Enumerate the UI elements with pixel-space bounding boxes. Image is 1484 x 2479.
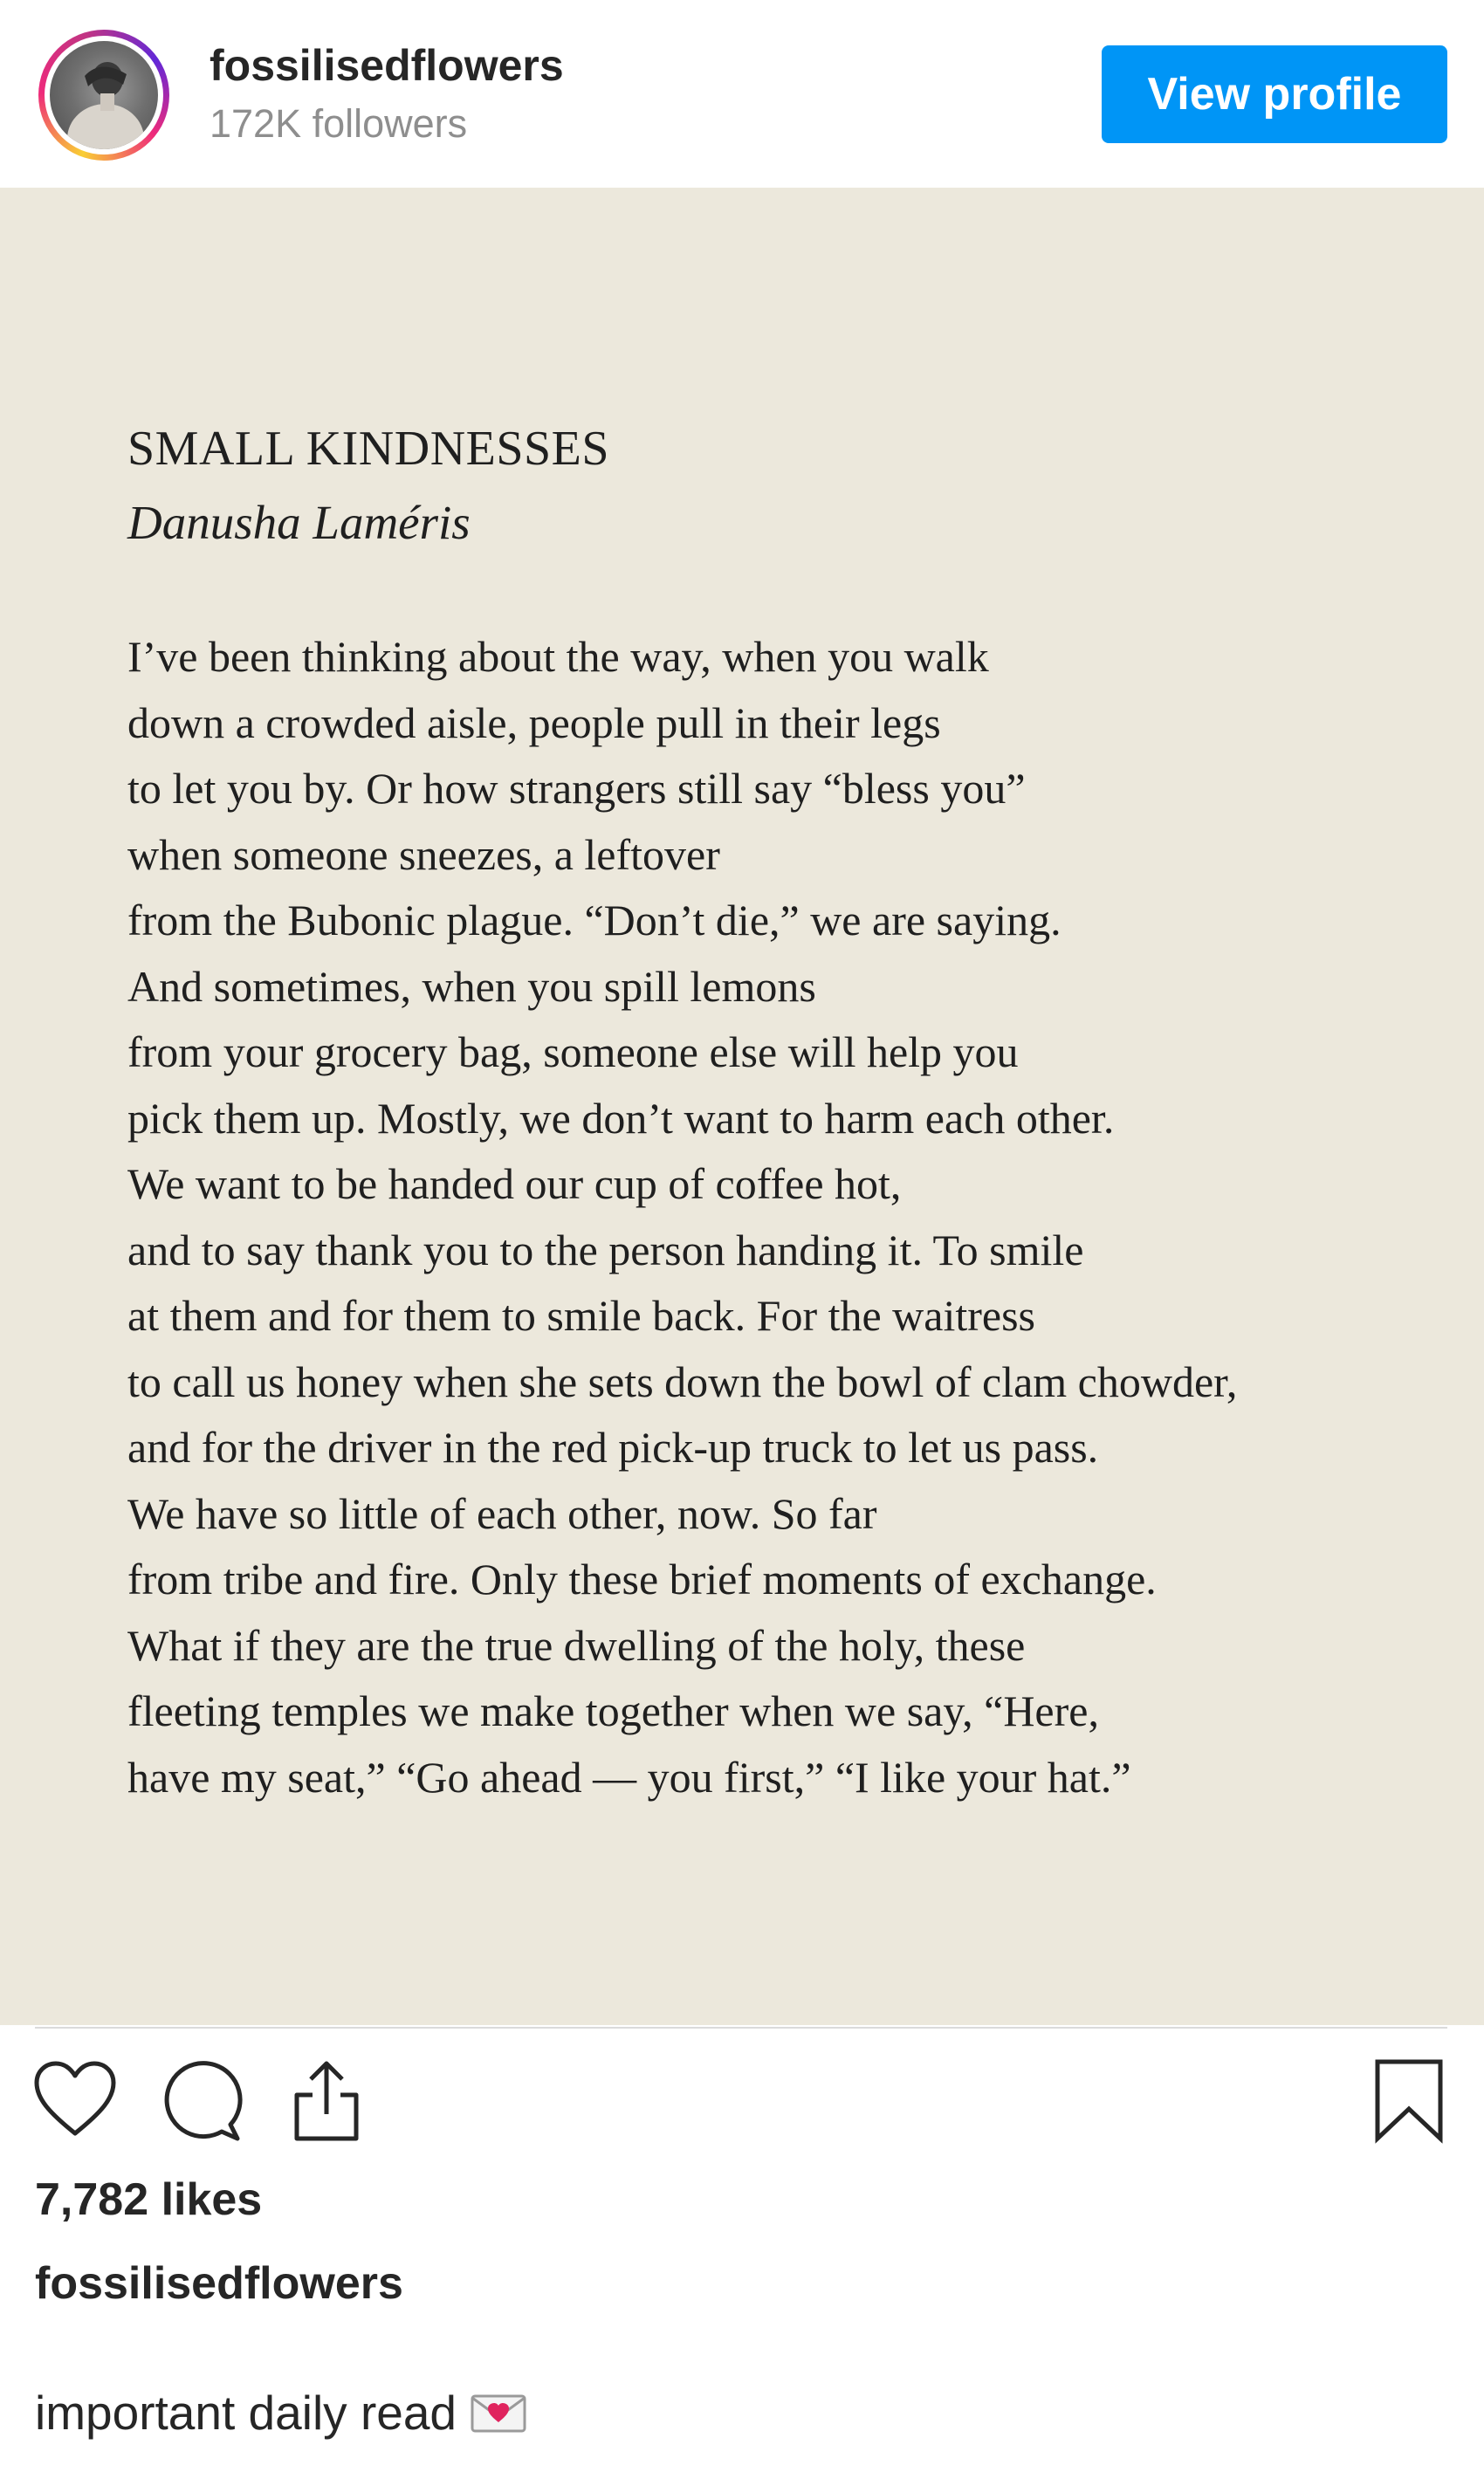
poem-line: We have so little of each other, now. So far bbox=[127, 1488, 877, 1538]
view-profile-button[interactable]: View profile bbox=[1102, 45, 1447, 143]
poem-line: to let you by. Or how strangers still say “bless you” bbox=[127, 764, 1026, 813]
poem-line: when someone sneezes, a leftover bbox=[127, 829, 720, 879]
poem-line: and for the driver in the red pick-up truck to let us pass. bbox=[127, 1423, 1099, 1472]
poem-line: And sometimes, when you spill lemons bbox=[127, 961, 816, 1011]
poem-line: fleeting temples we make together when we say, “Here, bbox=[127, 1686, 1099, 1735]
poem-body bbox=[127, 624, 1237, 1810]
poem-line: I’ve been thinking about the way, when you walk bbox=[127, 632, 989, 681]
caption-username[interactable]: fossilisedflowers bbox=[35, 2258, 403, 2309]
share-icon[interactable] bbox=[283, 2057, 370, 2144]
poem-line: down a crowded aisle, people pull in their legs bbox=[127, 697, 941, 747]
caption bbox=[35, 2385, 526, 2446]
post-header bbox=[0, 0, 1484, 188]
bookmark-icon[interactable] bbox=[1365, 2057, 1453, 2144]
poem-line: We want to be handed our cup of coffee hot, bbox=[127, 1159, 902, 1208]
like-count[interactable]: 7,782 likes bbox=[35, 2174, 263, 2225]
avatar[interactable] bbox=[38, 30, 169, 161]
poem-line: from your grocery bag, someone else will help you bbox=[127, 1027, 1019, 1076]
poem-line: have my seat,” “Go ahead — you first,” “I like your hat.” bbox=[127, 1752, 1131, 1802]
action-bar bbox=[0, 2043, 1484, 2156]
poem-line: What if they are the true dwelling of the holy, these bbox=[127, 1620, 1026, 1670]
poem-title: SMALL KINDNESSES bbox=[127, 422, 609, 476]
poem-line: at them and for them to smile back. For the waitress bbox=[127, 1291, 1036, 1340]
poem-line: from the Bubonic plague. “Don’t die,” we are saying. bbox=[127, 896, 1061, 944]
poem-line: pick them up. Mostly, we don’t want to harm each other. bbox=[127, 1093, 1115, 1143]
username[interactable]: fossilisedflowers bbox=[210, 41, 564, 90]
poem-line: from tribe and fire. Only these brief moments of exchange. bbox=[127, 1555, 1157, 1603]
post-image[interactable] bbox=[0, 188, 1484, 2025]
profile-photo bbox=[50, 41, 158, 149]
comment-icon[interactable] bbox=[157, 2057, 244, 2144]
divider bbox=[35, 2027, 1447, 2029]
caption-text: important daily read bbox=[35, 2386, 457, 2440]
love-letter-icon bbox=[471, 2390, 526, 2446]
poem-author: Danusha Laméris bbox=[127, 496, 471, 549]
follower-count: 172K followers bbox=[210, 101, 468, 146]
heart-icon[interactable] bbox=[31, 2057, 119, 2144]
poem-line: and to say thank you to the person handing it. To smile bbox=[127, 1225, 1084, 1274]
poem-line: to call us honey when she sets down the bowl of clam chowder, bbox=[127, 1356, 1238, 1406]
